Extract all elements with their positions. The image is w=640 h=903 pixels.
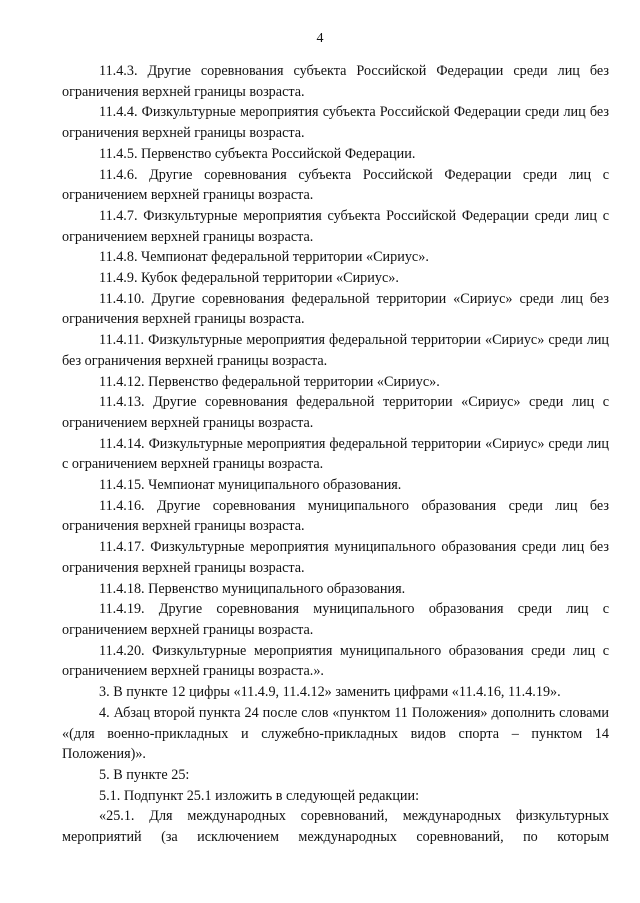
paragraph: 11.4.8. Чемпионат федеральной территории «Сириус». bbox=[99, 249, 429, 266]
paragraph: 11.4.6. Другие соревнования субъекта Российской Федерации среди лиц с ограничением верхней границы возраста. bbox=[62, 166, 609, 204]
paragraph: 11.4.17. Физкультурные мероприятия муниципального образования среди лиц без ограничения верхней границы возраста. bbox=[62, 539, 609, 576]
paragraph: 5.1. Подпункт 25.1 изложить в следующей редакции: bbox=[99, 787, 420, 804]
paragraph: 11.4.5. Первенство субъекта Российской Федерации. bbox=[99, 145, 416, 162]
paragraph: 11.4.9. Кубок федеральной территории «Сириус». bbox=[99, 270, 399, 287]
paragraph: 11.4.11. Физкультурные мероприятия федеральной территории «Сириус» среди лиц без ограничения верхней границы возраста. bbox=[62, 332, 609, 369]
paragraph: 11.4.19. Другие соревнования муниципального образования среди лиц с ограничением верхней границы возраста. bbox=[62, 601, 609, 638]
paragraph: 11.4.13. Другие соревнования федеральной территории «Сириус» среди лиц с ограничением верхней границы возраста. bbox=[62, 394, 609, 431]
paragraph: 11.4.14. Физкультурные мероприятия федеральной территории «Сириус» среди лиц с ограничением верхней границы возраста. bbox=[62, 435, 609, 473]
document-body bbox=[62, 61, 609, 848]
paragraph: 5. В пункте 25: bbox=[99, 766, 190, 783]
paragraph: 11.4.4. Физкультурные мероприятия субъекта Российской Федерации среди лиц без ограничения верхней границы возраста. bbox=[62, 104, 609, 142]
paragraph: 11.4.10. Другие соревнования федеральной территории «Сириус» среди лиц без ограничения верхней границы возраста. bbox=[62, 290, 609, 328]
paragraph: 11.4.20. Физкультурные мероприятия муниципального образования среди лиц с ограничением верхней границы возраста.». bbox=[62, 642, 609, 680]
paragraph: 11.4.3. Другие соревнования субъекта Российской Федерации среди лиц без ограничения верхней границы возраста. bbox=[62, 63, 609, 100]
paragraph: 3. В пункте 12 цифры «11.4.9, 11.4.12» заменить цифрами «11.4.16, 11.4.19». bbox=[99, 684, 561, 701]
page-number: 4 bbox=[316, 31, 324, 46]
paragraph: 11.4.18. Первенство муниципального образования. bbox=[99, 580, 406, 597]
paragraph: 11.4.7. Физкультурные мероприятия субъекта Российской Федерации среди лиц с ограничением верхней границы возраста. bbox=[62, 207, 609, 245]
paragraph: 11.4.15. Чемпионат муниципального образования. bbox=[99, 477, 402, 494]
paragraph: 11.4.12. Первенство федеральной территории «Сириус». bbox=[99, 373, 440, 390]
paragraph: 11.4.16. Другие соревнования муниципального образования среди лиц без ограничения верхней границы возраста. bbox=[62, 497, 609, 535]
paragraph: «25.1. Для международных соревнований, международных физкультурных мероприятий (за исключением международных соревнований, по которым bbox=[62, 808, 609, 846]
paragraph: 4. Абзац второй пункта 24 после слов «пунктом 11 Положения» дополнить словами «(для военно-прикладных и служебно-прикладных видов спорта – пунктом 14 Положения)». bbox=[62, 704, 609, 763]
